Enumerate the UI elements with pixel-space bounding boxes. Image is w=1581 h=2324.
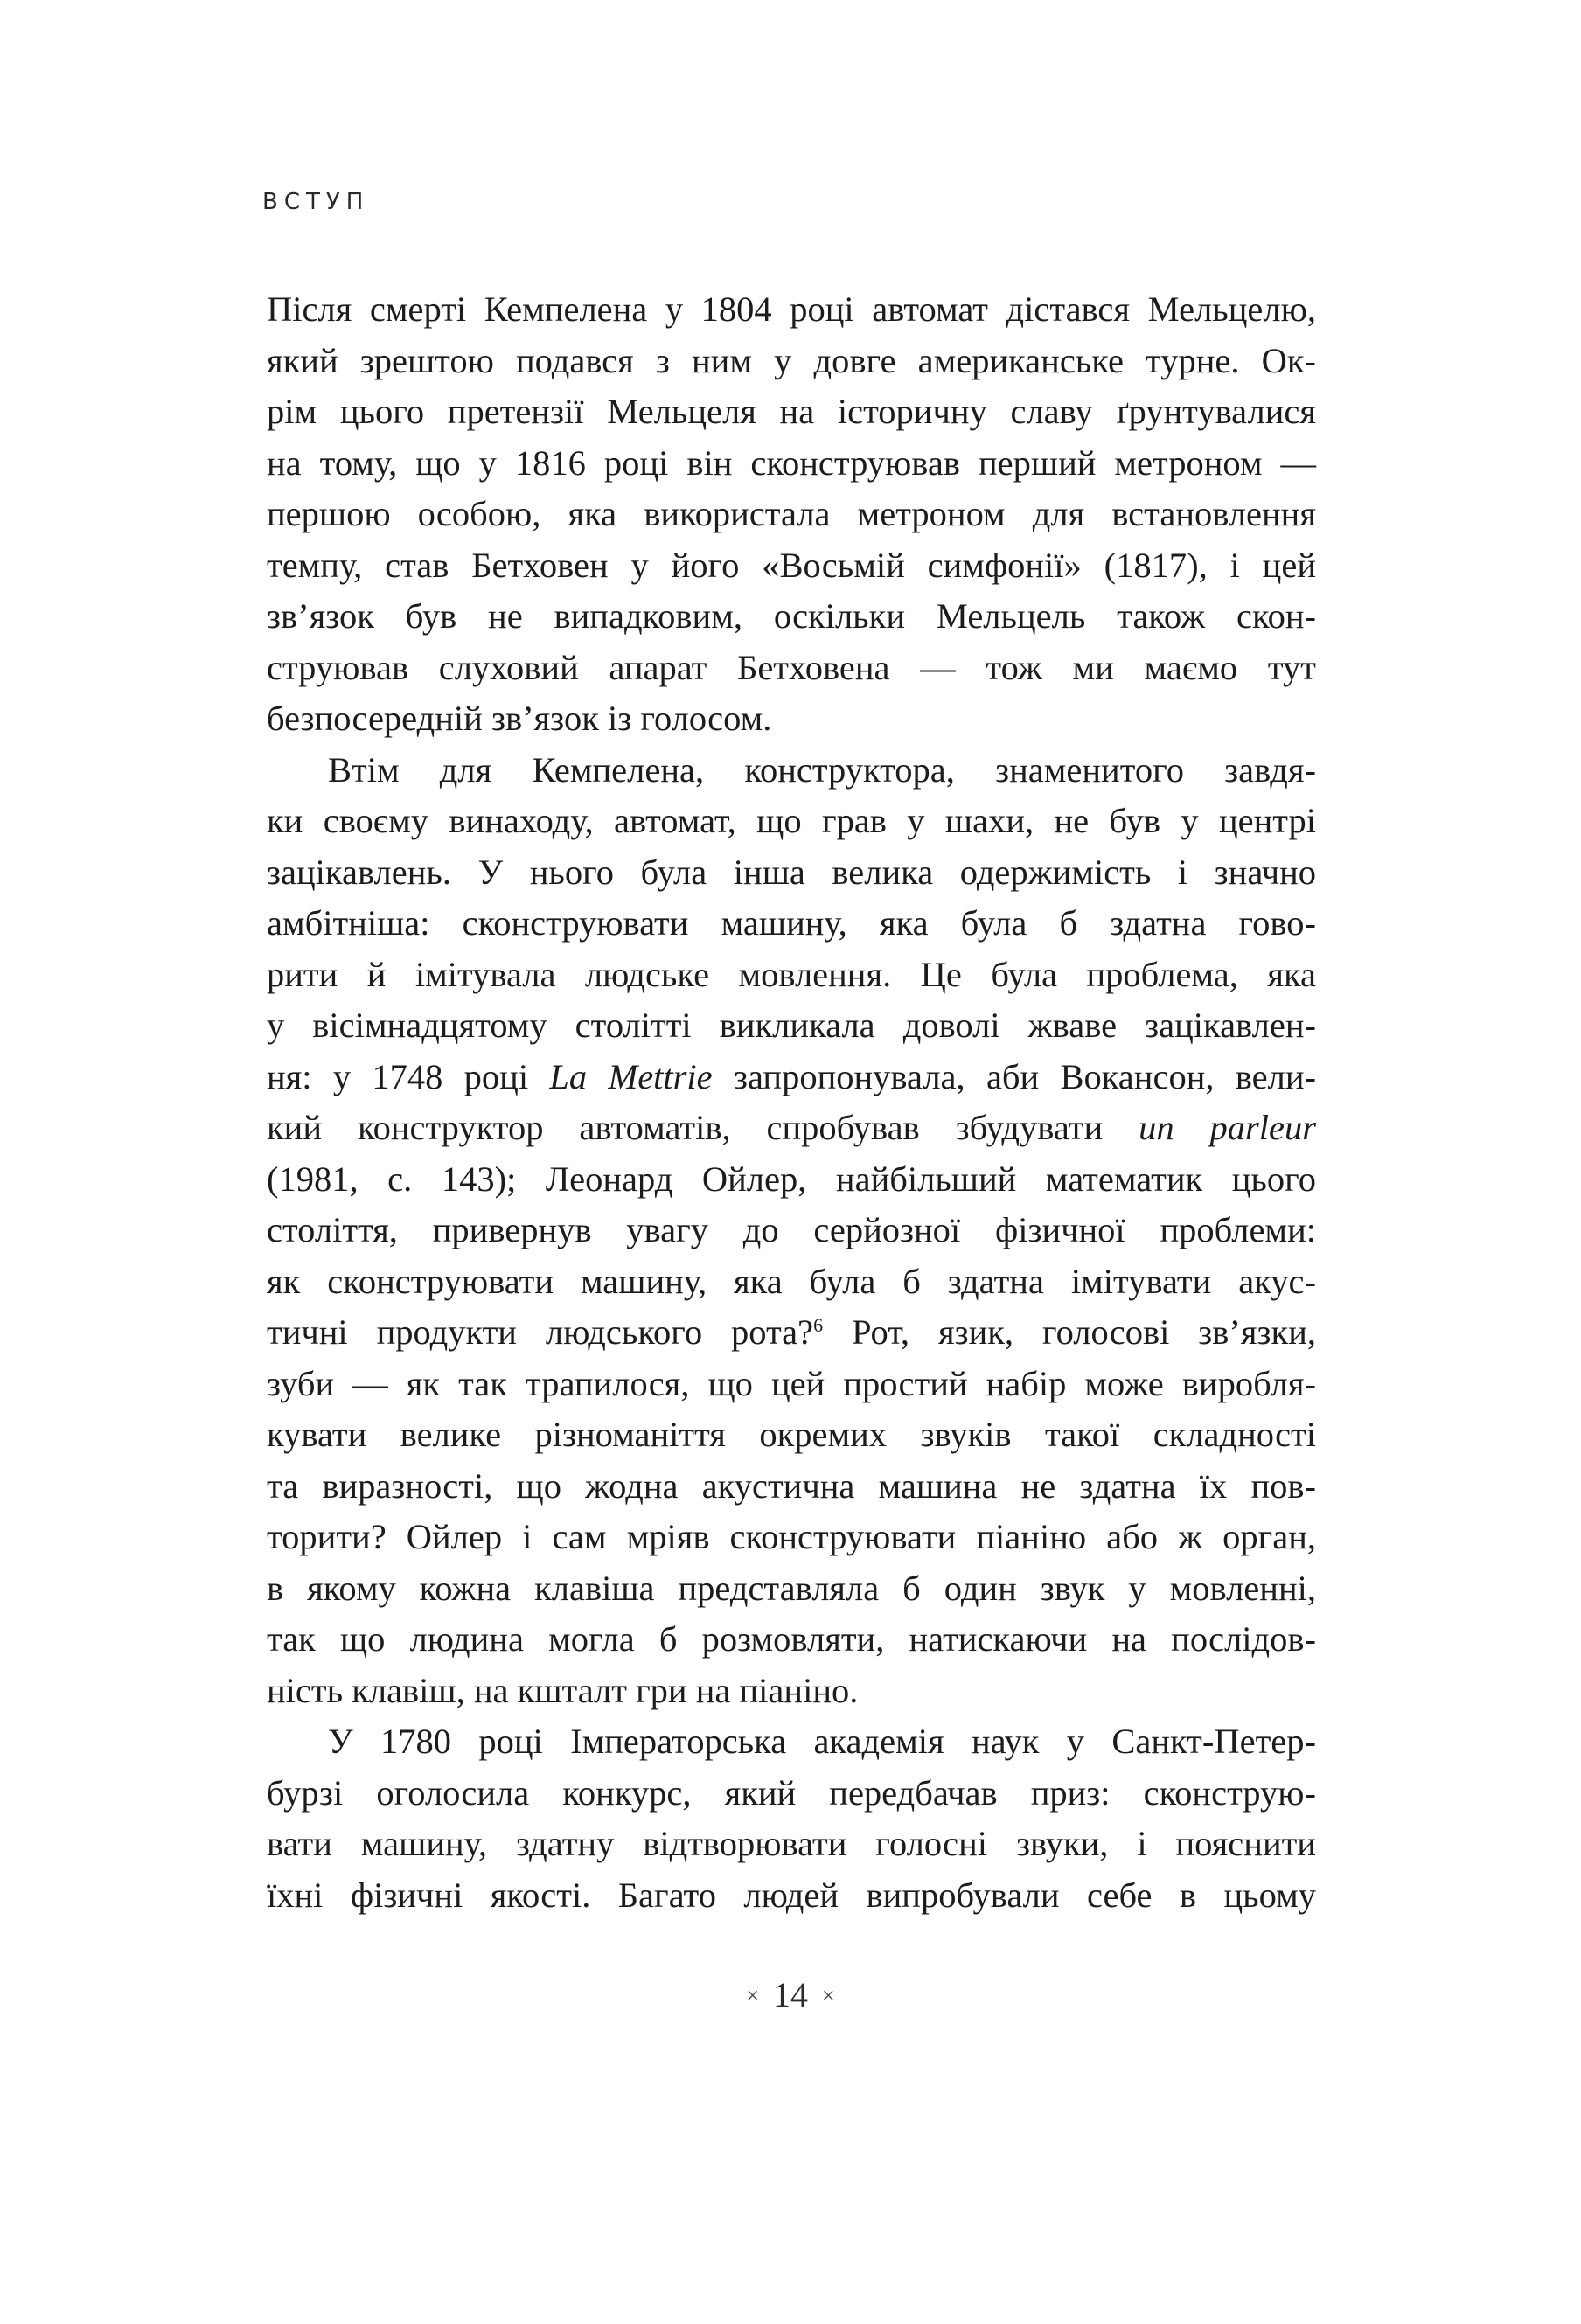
text-segment: рити й імітувала людське мовлення. Це була проблема, яка — [267, 954, 1316, 994]
text-segment: Після смерті Кемпелена у 1804 році автомат дістався Мельцелю, — [267, 289, 1316, 329]
page-number: 14 — [773, 1975, 808, 2014]
text-line — [267, 898, 1316, 950]
text-segment: ки своєму винаходу, автомат, що грав у шахи, не був у центрі — [267, 801, 1316, 840]
text-segment: та виразності, що жодна акустична машина не здатна їх пов- — [267, 1465, 1316, 1506]
text-line — [267, 796, 1316, 847]
text-segment: століття, привернув увагу до серйозної фізичної проблеми: — [267, 1210, 1316, 1249]
text-line — [267, 591, 1316, 643]
text-segment: запропонувала, аби Вокансон, вели- — [712, 1056, 1317, 1096]
text-line — [267, 1614, 1316, 1666]
text-line — [267, 745, 1316, 797]
text-line — [267, 386, 1316, 438]
text-line — [267, 1512, 1316, 1563]
text-segment: рім цього претензії Мельцеля на історичну славу ґрунтувалися — [267, 392, 1316, 431]
ornament-left: × — [746, 1983, 759, 2008]
text-segment: їхні фізичні якості. Багато людей випробували себе в цьому — [267, 1875, 1316, 1915]
text-segment: У 1780 році Імператорська академія наук у Санкт-Петер- — [328, 1722, 1316, 1761]
text-line — [267, 1103, 1316, 1154]
text-line — [267, 1819, 1316, 1870]
text-line — [267, 1205, 1316, 1256]
text-line — [267, 1716, 1316, 1768]
text-line — [267, 1768, 1316, 1820]
text-segment: тичні продукти людського рота? — [267, 1312, 814, 1352]
text-line — [267, 1461, 1316, 1513]
text-line — [267, 1154, 1316, 1206]
text-line — [267, 693, 1316, 745]
text-segment: у вісімнадцятому столітті викликала доволі жваве зацікавлен- — [267, 1005, 1316, 1045]
footnote-ref: 6 — [813, 1314, 824, 1336]
text-segment: Втім для Кемпелена, конструктора, знаменитого завдя- — [328, 749, 1316, 790]
text-segment: зацікавлень. У нього була інша велика одержимість і значно — [267, 852, 1316, 892]
text-segment: темпу, став Бетховен у його «Восьмій симфонії» (1817), і цей — [267, 545, 1316, 585]
text-segment: в якому кожна клавіша представляла б один звук у мовленні, — [267, 1568, 1316, 1608]
text-line — [267, 950, 1316, 1001]
text-line — [267, 1052, 1316, 1103]
text-segment: торити? Ойлер і сам мріяв сконструювати піаніно або ж орган, — [267, 1517, 1316, 1556]
text-line — [267, 336, 1316, 387]
text-segment: на тому, що у 1816 році він сконструював перший метроном — — [267, 442, 1316, 483]
text-segment: як сконструювати машину, яка була б здатна імітувати акус- — [267, 1261, 1316, 1301]
page-footer — [0, 1974, 1581, 2015]
text-segment: який зрештою подався з ним у довге американське турне. Ок- — [267, 340, 1316, 380]
text-line — [267, 1256, 1316, 1308]
text-line — [267, 1409, 1316, 1461]
ornament-right: × — [822, 1983, 835, 2008]
text-segment: амбітніша: сконструювати машину, яка була б здатна гово- — [267, 903, 1316, 943]
text-line — [267, 1563, 1316, 1615]
text-line — [267, 438, 1316, 490]
text-segment: (1981, с. 143); Леонард Ойлер, найбільший математик цього — [267, 1159, 1316, 1199]
text-segment: ність клавіш, на кшталт гри на піаніно. — [267, 1670, 859, 1710]
text-segment: кувати велике різноманіття окремих звуків такої складності — [267, 1415, 1316, 1454]
body-text — [267, 284, 1316, 1921]
text-line — [267, 540, 1316, 592]
text-segment: ня: у 1748 році — [267, 1056, 550, 1096]
text-line — [267, 489, 1316, 540]
text-line — [267, 643, 1316, 694]
text-line — [267, 847, 1316, 899]
text-line — [267, 1000, 1316, 1052]
italic-text: un parleur — [1139, 1108, 1316, 1147]
text-line — [267, 1359, 1316, 1410]
text-segment: першою особою, яка використала метроном для встановлення — [267, 494, 1316, 533]
text-segment: зв’язок був не випадковим, оскільки Мельцель також скон- — [267, 596, 1316, 636]
text-segment: вати машину, здатну відтворювати голосні звуки, і пояснити — [267, 1824, 1316, 1863]
text-segment: Рот, язик, голосові зв’язки, — [823, 1312, 1316, 1352]
text-segment: безпосередній зв’язок із голосом. — [267, 699, 772, 738]
text-segment: струював слуховий апарат Бетховена — тож ми маємо тут — [267, 647, 1316, 687]
text-line — [267, 1870, 1316, 1922]
running-head: ВСТУП — [262, 189, 370, 215]
text-segment: кий конструктор автоматів, спробував збудувати — [267, 1108, 1139, 1147]
text-segment: зуби — як так трапилося, що цей простий набір може виробля- — [267, 1363, 1316, 1403]
text-line — [267, 1307, 1316, 1359]
text-segment: так що людина могла б розмовляти, натискаючи на послідов- — [267, 1619, 1316, 1659]
text-line — [267, 1666, 1316, 1717]
text-segment: бурзі оголосила конкурс, який передбачав приз: сконструю- — [267, 1772, 1316, 1813]
text-line — [267, 284, 1316, 336]
italic-text: La Mettrie — [549, 1056, 713, 1096]
